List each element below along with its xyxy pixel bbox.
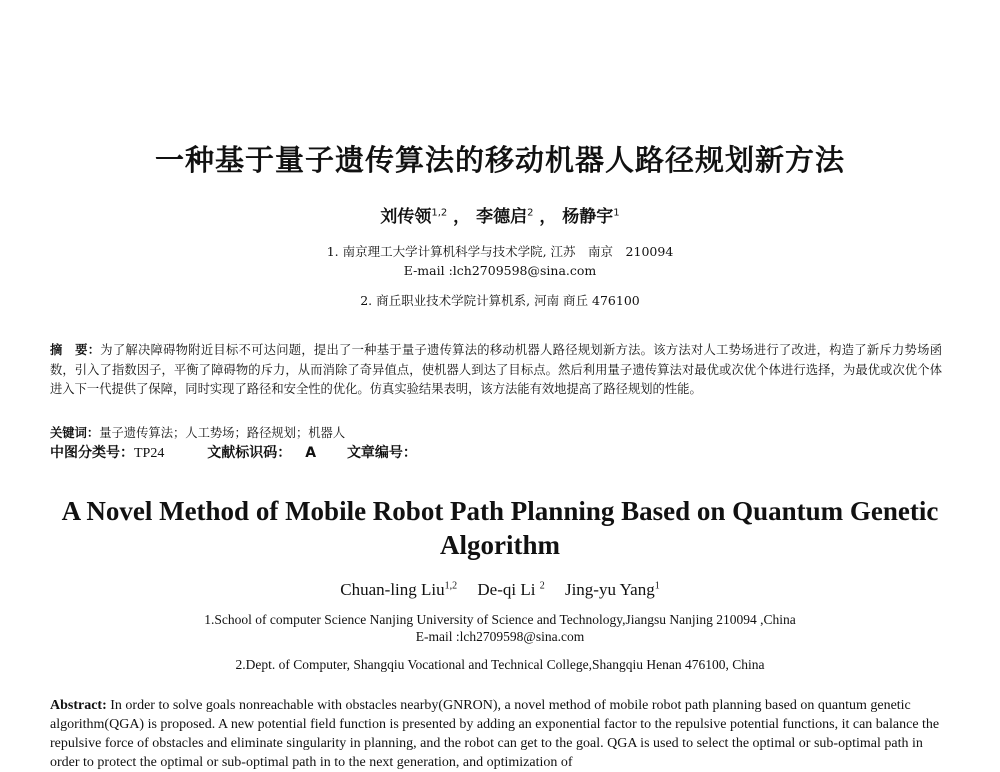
chinese-keywords <box>50 423 345 441</box>
author-affiliation-mark: 1,2 <box>444 580 458 592</box>
author-name-text: De-qi Li <box>477 580 536 599</box>
english-email: E-mail :lch2709598@sina.com <box>415 629 585 644</box>
chinese-email: E-mail :lch2709598@sina.com <box>403 263 597 278</box>
author-affiliation-mark: 2 <box>539 580 545 592</box>
author-affiliation-mark: 1 <box>654 580 660 592</box>
keywords-label: 关键词： <box>50 426 100 440</box>
author-name-text: Jing-yu Yang <box>564 580 655 599</box>
english-affiliation-1: 1.School of computer Science Nanjing University of Science and Technology,Jiangsu Nanjing 210094 ,China <box>204 612 796 627</box>
doc-code-label: 文献标识码： <box>207 445 292 461</box>
english-affiliation-2: 2.Dept. of Computer, Shangqiu Vocational and Technical College,Shangqiu Henan 476100, China <box>235 657 765 672</box>
author-name: 杨静宇 <box>562 207 614 227</box>
class-value: TP24 <box>134 446 165 461</box>
author-name <box>477 580 544 599</box>
chinese-affiliation-1: 1. 南京理工大学计算机科学与技术学院, 江苏 南京 210094 <box>326 244 674 259</box>
english-authors <box>0 580 1000 600</box>
author-separator: ， <box>453 207 471 227</box>
author-name <box>340 580 457 599</box>
author-name: 刘传领 <box>380 207 432 227</box>
abstract-label: Abstract: <box>50 698 107 713</box>
chinese-authors <box>0 202 1000 227</box>
english-title: A Novel Method of Mobile Robot Path Planning Based on Quantum Genetic Algorithm <box>61 496 939 560</box>
author-affiliation-mark: 1,2 <box>431 207 448 219</box>
chinese-affiliation-2: 2. 商丘职业技术学院计算机系, 河南 商丘 476100 <box>360 293 640 308</box>
chinese-title: 一种基于量子遗传算法的移动机器人路径规划新方法 <box>154 143 845 177</box>
doc-code-value: A <box>305 445 317 461</box>
abstract-text: In order to solve goals nonreachable with obstacles nearby(GNRON), a novel method of mobile robot path planning based on quantum genetic algorithm(QGA) is proposed. A new potential field function is presented by adding an exponential factor to the repulsive potential functions, it can balance the repulsive force of obstacles and eliminate singularity in planning, and the robot can get to the goal. QGA is used to select the optimal or sub-optimal path in order to protect the optimal or sub-optimal path in to the next generation, and optimization of <box>50 698 940 770</box>
author-separator: ， <box>539 207 557 227</box>
author-name: 李德启 <box>476 207 528 227</box>
author-affiliation-mark: 2 <box>527 207 534 219</box>
english-abstract <box>50 696 942 772</box>
article-number-label: 文章编号： <box>346 445 417 461</box>
keywords-text: 量子遗传算法；人工势场；路径规划；机器人 <box>99 426 346 440</box>
chinese-abstract <box>50 341 942 400</box>
abstract-text: 为了解决障碍物附近目标不可达问题，提出了一种基于量子遗传算法的移动机器人路径规划新方法。该方法对人工势场进行了改进，构造了新斥力势场函数，引入了指数因子，平衡了障碍物的斥力，从而消除了奇异值点，使机器人到达了目标点。然后利用量子遗传算法对最优或次优个体进行选择，为最优或次优个体进入下一代提供了保障，同时实现了路径和安全性的优化。仿真实验结果表明，该方法能有效地提高了路径规划的性能。 <box>50 343 942 396</box>
author-name <box>565 580 660 599</box>
class-label: 中图分类号： <box>50 445 134 461</box>
abstract-label: 摘 要： <box>50 343 101 357</box>
author-affiliation-mark: 1 <box>613 207 620 219</box>
author-name-text: Chuan-ling Liu <box>340 580 445 599</box>
classification-line <box>50 442 417 462</box>
